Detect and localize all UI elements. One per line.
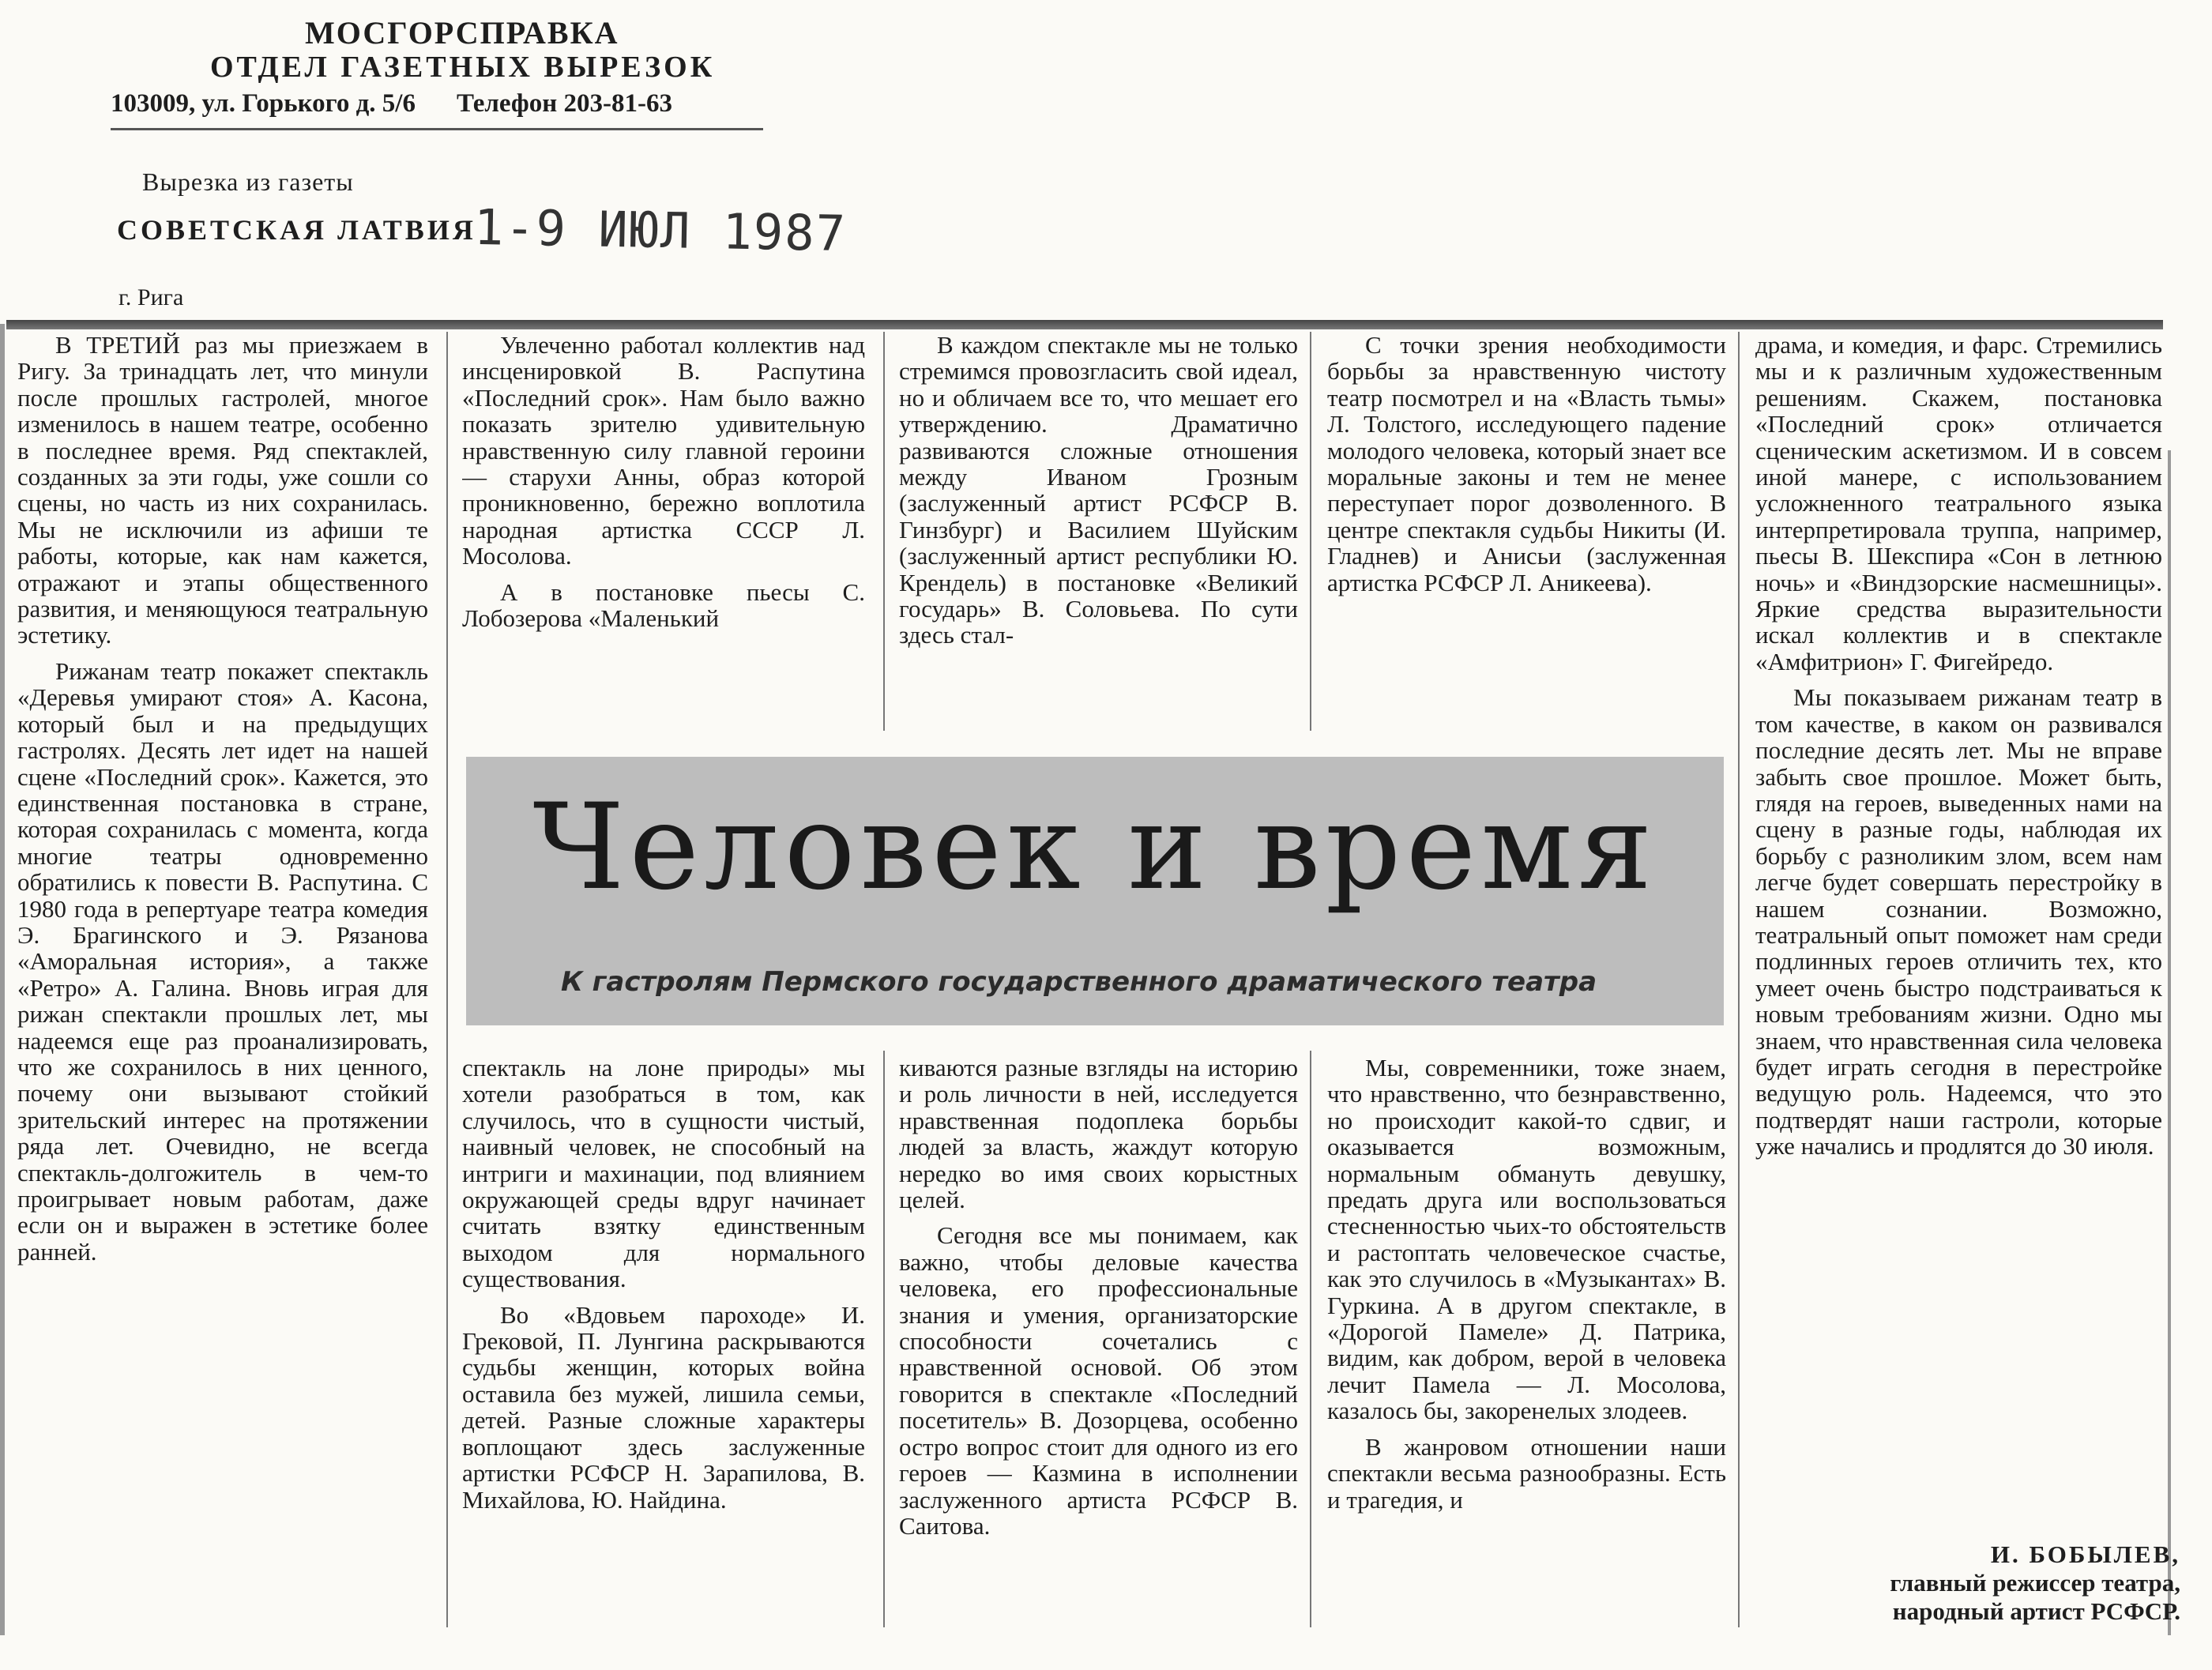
author-signature [1778, 1540, 2180, 1626]
column-divider [1310, 1051, 1311, 1627]
author-name: И. БОБЫЛЕВ, [1990, 1540, 2180, 1568]
newspaper-name: СОВЕТСКАЯ ЛАТВИЯ [117, 214, 476, 246]
paragraph: С точки зрения необходимости борьбы за нравственную чистоту театр посмотрел и на «Власть тьмы» Л. Толстого, исследующего падение молодого человека, который знает все моральные законы и тем не менее переступает порог дозволенного. В центре спектакля судьбы Никиты (И. Гладнев) и Анисьи (заслуженная артистка РСФСР Л. Аникеева). [1327, 332, 1726, 596]
agency-name: МОСГОРСПРАВКА [305, 15, 619, 51]
article-column-5 [1755, 332, 2162, 1533]
article-top-rule [6, 320, 2163, 329]
paragraph: киваются разные взгляды на историю и роль личности в ней, исследуется нравственная подоплека борьбы людей за власть, жаждут которую нередко во имя своих корыстных целей. [899, 1055, 1298, 1214]
column-divider [1738, 332, 1740, 1627]
paragraph: А в постановке пьесы С. Лобозерова «Маленький [462, 577, 865, 633]
article-column-2-top [462, 332, 865, 743]
article-subheadline: К гастролям Пермского государственного драматического театра [561, 966, 1597, 998]
article-headline: Человек и время [532, 779, 1657, 916]
paragraph: Рижанам театр покажет спектакль «Деревья умирают стоя» А. Касона, который был и на предыдущих гастролях. Десять лет идет на нашей сцене «Последний срок». Кажется, это единственная постановка в стране, которая сохранилась с момента, когда многие театры одновременно обратились к повести В. Распутина. С 1980 года в репертуаре театра комедия Э. Брагинского и Э. Рязанова «Аморальная история», а также «Ретро» А. Галина. Вновь играя для рижан спектакли прошлых лет, мы надеемся еще раз проанализировать, что же сохранилось в них ценного, почему они вызывают стойкий зрительский интерес на протяжении ряда лет. Очевидно, не всегда спектакль-долгожитель в чем-то проигрывает новым работам, даже если он и выражен в эстетике более ранней. [17, 656, 428, 1266]
clipping-right-edge [2168, 450, 2171, 1635]
column-divider [883, 1051, 885, 1627]
article-column-1 [17, 332, 428, 1627]
clipping-label: Вырезка из газеты [142, 167, 354, 196]
paragraph: В жанровом отношении наши спектакли весьма разнообразны. Есть и трагедия, и [1327, 1432, 1726, 1514]
agency-phone: Телефон 203-81-63 [456, 89, 672, 118]
paragraph: В каждом спектакле мы не только стремимся провозгласить свой идеал, но и обличаем все то, что мешает его утверждению. Драматично развиваются сложные отношения между Иваном Грозным (заслуженный артист РСФСР В. Гинзбург) и Василием Шуйским (заслуженный артист республики Ю. Крендель) в постановке «Великий государь» В. Соловьева. По сути здесь стал- [899, 332, 1298, 649]
agency-contacts [111, 89, 672, 118]
paragraph: Увлеченно работал коллектив над инсценировкой В. Распутина «Последний срок». Нам было важно показать зрителю удивительную нравственную силу главной героини — старухи Анны, образ которой проникновенно, бережно воплотила народная артистка СССР Л. Мосолова. [462, 332, 865, 570]
article-column-3-bottom [899, 1055, 1298, 1631]
author-title: народный артист РСФСР. [1892, 1597, 2180, 1625]
headline-banner [466, 757, 1724, 1025]
paragraph: Сегодня все мы понимаем, как важно, чтобы деловые качества человека, его профессиональные знания и умения, организаторские способности сочетались с нравственной основой. Об этом говорится в спектакле «Последний посетитель» В. Дозорцева, особенно остро вопрос стоит для одного из его героев — Казмина в исполнении заслуженного артиста РСФСР В. Саитова. [899, 1221, 1298, 1540]
city-label: г. Рига [118, 284, 184, 310]
column-divider [883, 332, 885, 731]
clipping-left-edge [0, 324, 5, 1635]
column-divider [1310, 332, 1311, 731]
article-column-3-top [899, 332, 1298, 743]
date-stamp: 1-9 ИЮЛ 1987 [473, 197, 848, 263]
article-column-4-top [1327, 332, 1726, 743]
paragraph: драма, и комедия, и фарс. Стремились мы и к различным художественным решениям. Скажем, постановка «Последний срок» отличается сценическим аскетизмом. И в совсем иной манере, с использованием усложненного театрального языка интерпретировала труппа, например, пьесы В. Шекспира «Сон в летнюю ночь» и «Виндзорские насмешницы». Яркие средства выразительности искал коллектив и в спектакле «Амфитрион» Г. Фигейредо. [1755, 332, 2162, 675]
author-role: главный режиссер театра, [1890, 1569, 2180, 1597]
article-column-4-bottom [1327, 1055, 1726, 1631]
paragraph: В ТРЕТИЙ раз мы приезжаем в Ригу. За тринадцать лет, что минули после прошлых гастролей, многое изменилось в нашем театре, особенно в последнее время. Ряд спектаклей, созданных за эти годы, уже сошли со сцены, но часть из них сохранилась. Мы не исключили из афиши те работы, которые, как нам кажется, отражают и этапы общественного развития, и меняющуюся театральную эстетику. [17, 332, 428, 649]
agency-address: 103009, ул. Горького д. 5/6 [111, 89, 416, 118]
paragraph: Мы, современники, тоже знаем, что нравственно, что безнравственно, но происходит какой-то сдвиг, и оказывается возможным, нормальным обмануть девушку, предать друга или воспользоваться стесненностью чьих-то обстоятельств и растоптать человеческое счастье, как это случилось в «Музыкантах» В. Гуркина. А в другом спектакле, в «Дорогой Памеле» Д. Патрика, видим, как добром, верой в человека лечит Памела — Л. Мосолова, казалось бы, закоренелых злодеев. [1327, 1055, 1726, 1425]
article-column-2-bottom [462, 1055, 865, 1631]
column-divider [446, 332, 448, 1627]
paragraph: Во «Вдовьем пароходе» И. Грековой, П. Лунгина раскрываются судьбы женщин, которых война оставила без мужей, лишила семьи, детей. Разные сложные характеры воплощают здесь заслуженные артистки РСФСР Н. Зарапилова, В. Михайлова, Ю. Найдина. [462, 1300, 865, 1514]
department-name: ОТДЕЛ ГАЗЕТНЫХ ВЫРЕЗОК [210, 51, 716, 84]
paragraph: спектакль на лоне природы» мы хотели разобраться в том, как случилось, что в сущности чистый, наивный человек, не способный на интриги и махинации, под влиянием окружающей среды вдруг начинает считать взятку единственным выходом для нормального существования. [462, 1055, 865, 1293]
stamp-divider [111, 128, 763, 130]
paragraph: Мы показываем рижанам театр в том качестве, в каком он развивался последние десять лет. Мы не вправе забыть свое прошлое. Может быть, глядя на героев, выведенных нами на сцену в разные годы, наблюдая их борьбу с разноликим злом, всем нам легче будет совершать перестройку в нашем сознании. Возможно, театральный опыт поможет нам среди подлинных героев отличить тех, кто умеет очень быстро подстраиваться к новым требованиям жизни. Одно мы знаем, что нравственная сила человека будет играть сегодня в перестройке ведущую роль. Надеемся, что это подтвердят наши гастроли, которые уже начались и продлятся до 30 июля. [1755, 683, 2162, 1160]
